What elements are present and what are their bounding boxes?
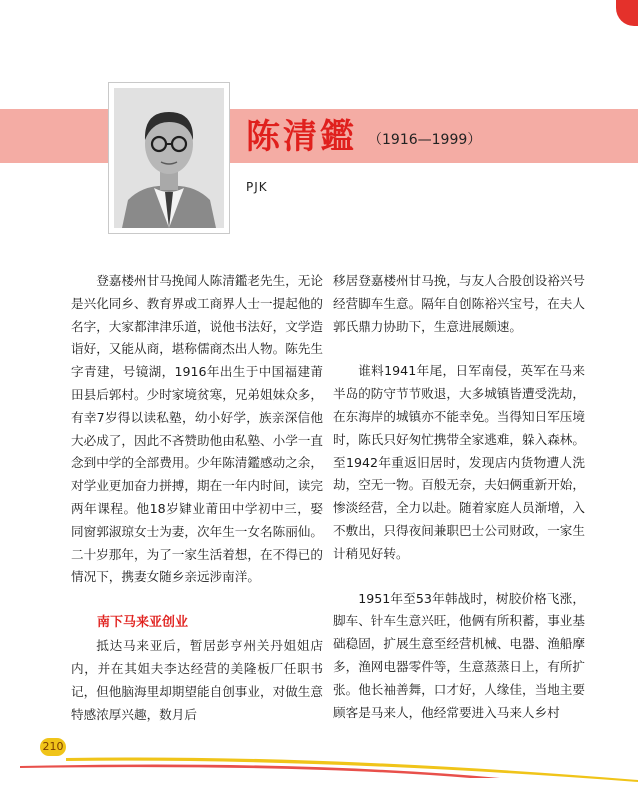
- page-number: 210: [40, 738, 66, 756]
- paragraph: 移居登嘉楼州甘马挽，与友人合股创设裕兴号经营脚车生意。隔年自创陈裕兴宝号，在夫人郭氏鼎力协助下，生意进展颇速。: [333, 273, 585, 334]
- corner-decoration: [616, 0, 638, 26]
- life-years: （1916—1999）: [368, 132, 482, 148]
- section-heading: 南下马来亚创业: [97, 615, 189, 631]
- text-column-left: [71, 270, 323, 726]
- person-name: 陈清鑑: [246, 117, 357, 157]
- portrait-image: [114, 88, 224, 228]
- paragraph: 谁料1941年尾，日军南侵，英军在马来半岛的防守节节败退，大多城镇皆遭受洗劫，在东海岸的城镇亦不能幸免。当得知日军压境时，陈氏只好匆忙携带全家逃难，躲入森林。至1942年重返旧居时，发现店内货物遭人洗劫，空无一物。百般无奈，夫妇俩重新开始，惨淡经营，全力以赴。随着家庭人员渐增，入不敷出，只得夜间兼职巴士公司财政，一家生计稍见好转。: [333, 363, 585, 561]
- paragraph: 登嘉楼州甘马挽闻人陈清鑑老先生，无论是兴化同乡、教育界或工商界人士一提起他的名字，大家都津津乐道，说他书法好，文学造诣好，又能从商，堪称儒商杰出人物。陈先生字青建，号镜湖，1916年出生于中国福建莆田县后郭村。少时家境贫寒，兄弟姐妹众多，有幸7岁得以读私塾，幼小好学，族亲深信他大必成了，因此不吝赞助他由私塾、小学一直念到中学的全部费用。少年陈清鑑感动之余，对学业更加奋力拼搏，期在一年内时间，读完两年课程。他18岁肄业莆田中学初中三，娶同窗郭淑琼女士为妻，次年生一女名陈丽仙。二十岁那年，为了一家生活着想，在不得已的情况下，携妻女随乡亲远涉南洋。: [71, 273, 323, 585]
- paragraph: 1951年至53年韩战时，树胶价格飞涨，脚车、针车生意兴旺，他俩有所积蓄，事业基础稳固，扩展生意至经营机械、电器、渔船摩多，渔网电器零件等，生意蒸蒸日上，有所扩张。他长袖善舞，口才好，人缘佳，当地主要顾客是马来人，他经常要进入马来人乡村: [333, 590, 585, 720]
- paragraph: 抵达马来亚后，暂居彭亨州关丹姐姐店内，并在其姐夫李达经营的美隆板厂任职书记，但他脑海里却期望能自创事业，对做生意特感浓厚兴趣，数月后: [71, 638, 323, 722]
- text-column-right: [333, 270, 585, 724]
- bottom-decoration: [0, 752, 638, 782]
- portrait-photo: [108, 82, 230, 234]
- author-initials: PJK: [246, 180, 268, 194]
